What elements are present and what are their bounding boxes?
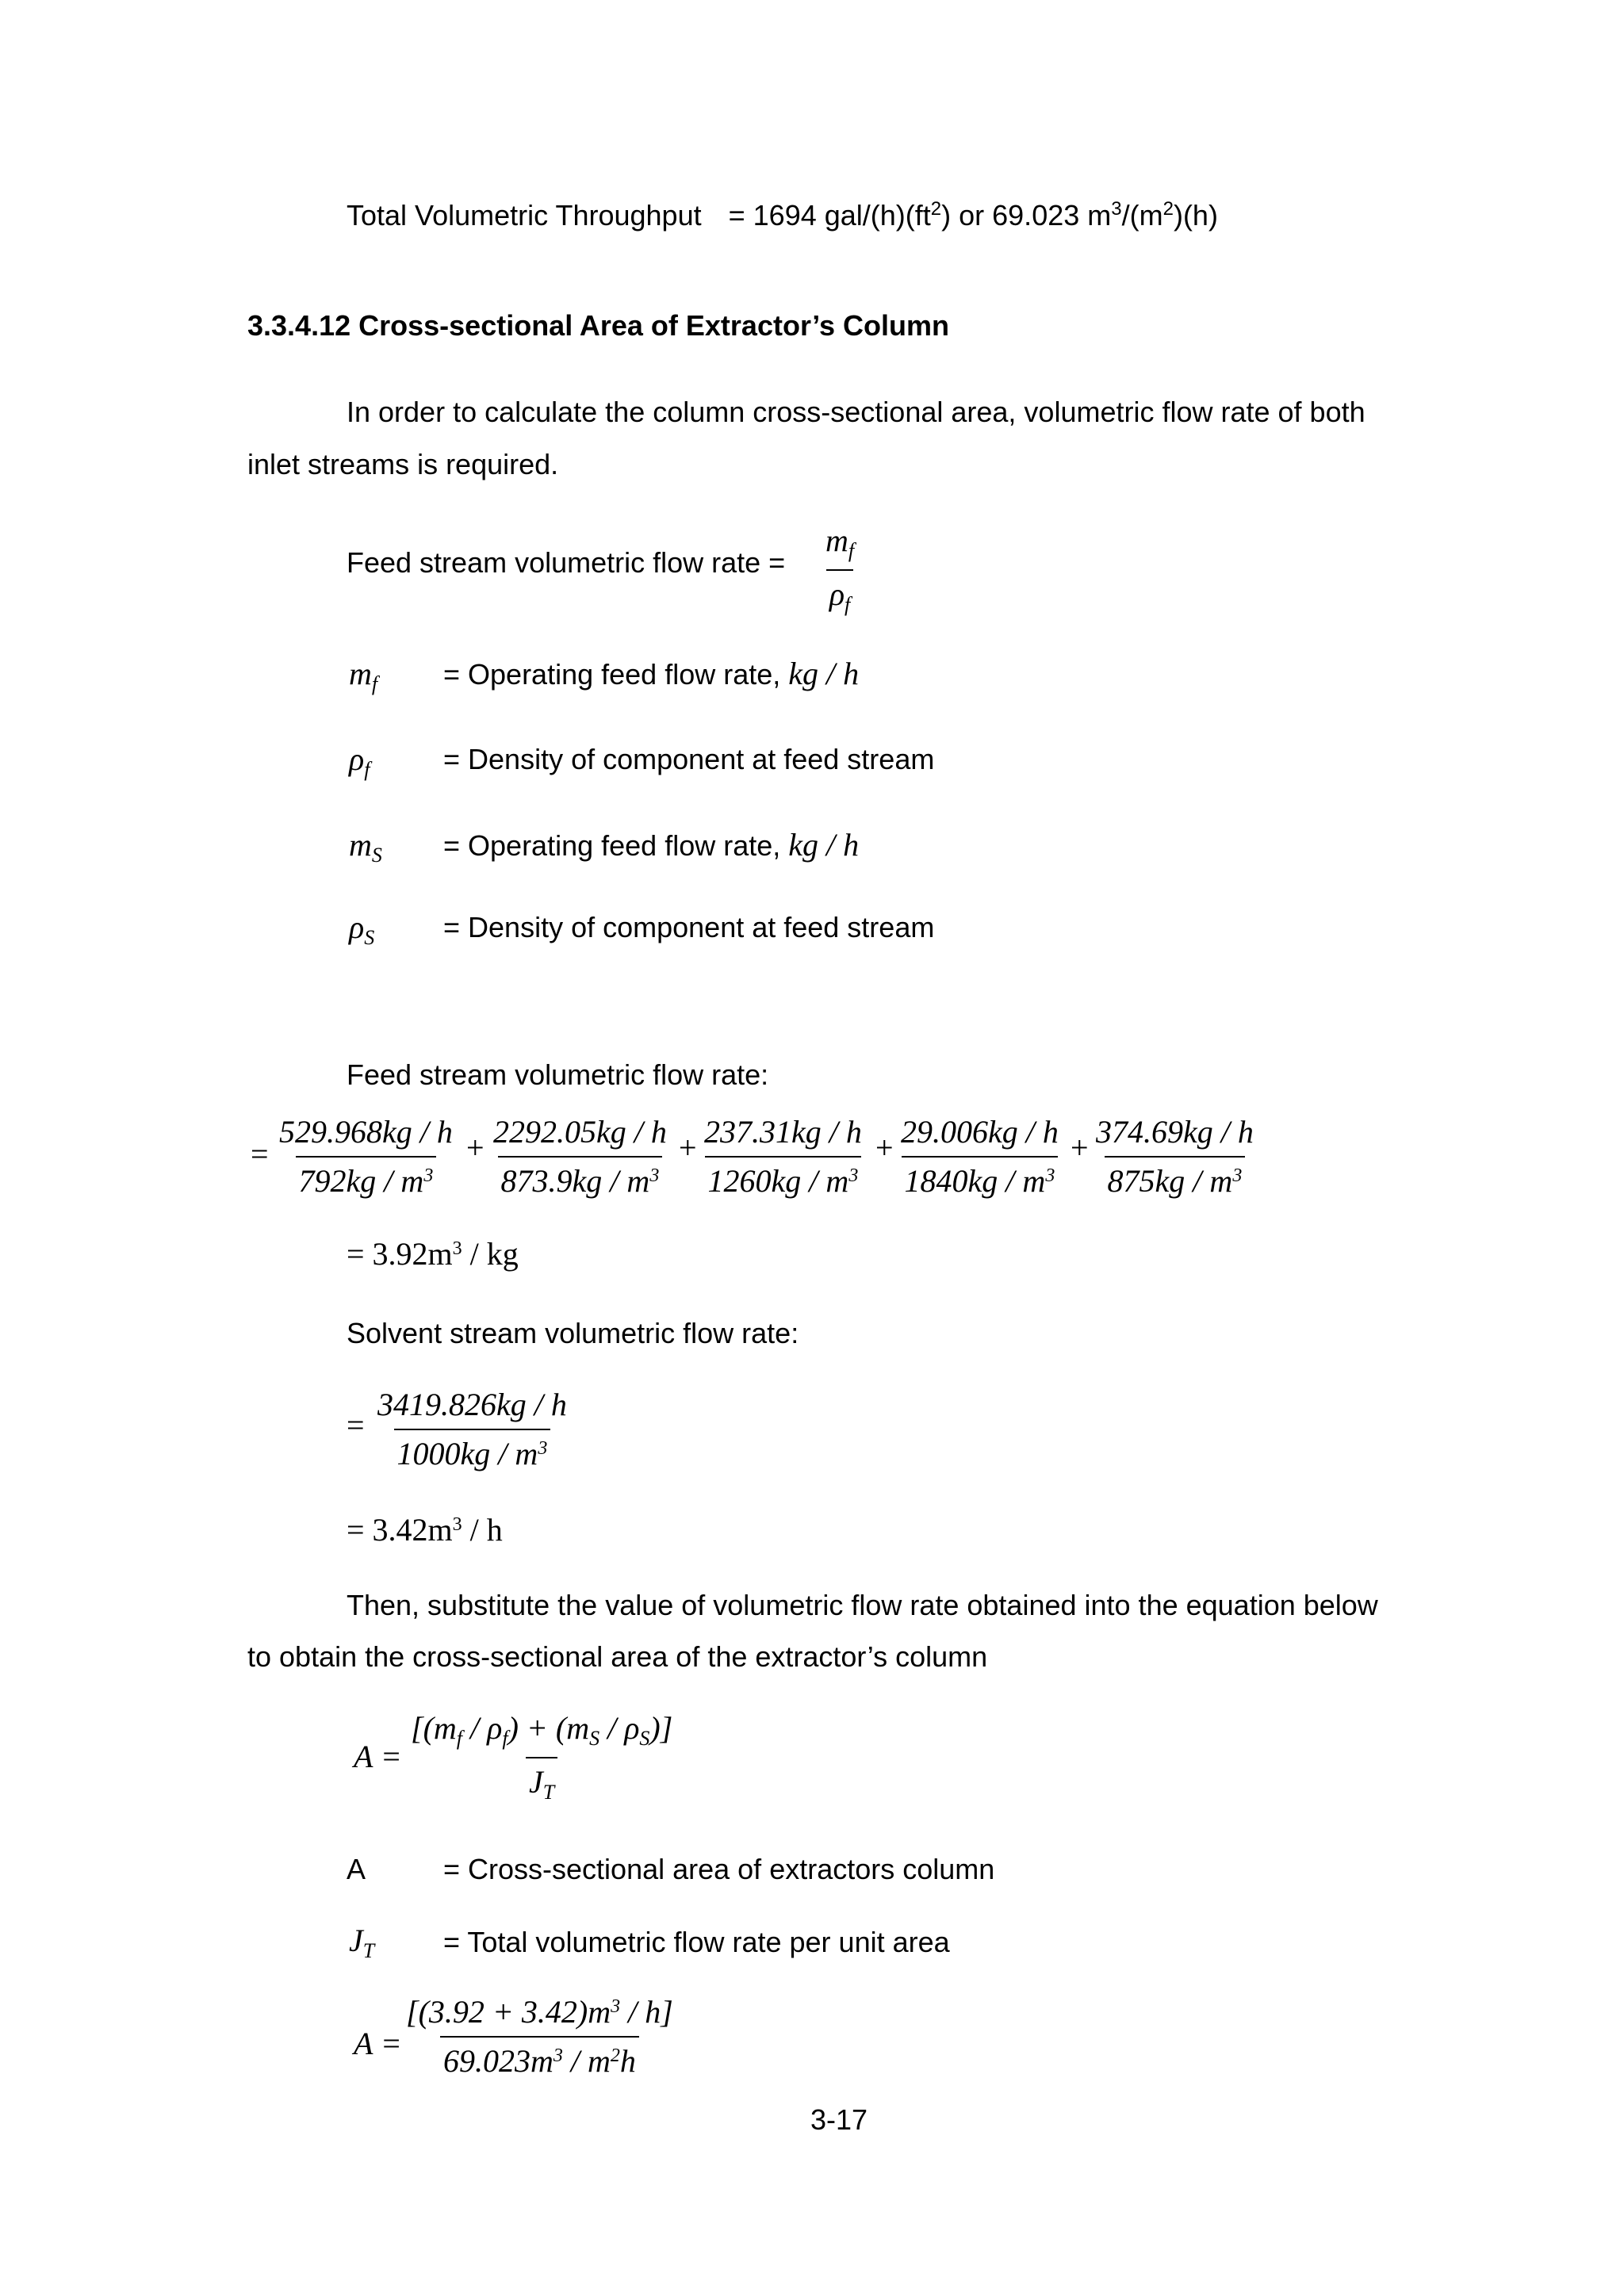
def-symbol-ms: $m_S$ (349, 827, 382, 867)
solvent-numerator: 3419.826kg / h (377, 1387, 567, 1422)
feed-eq-denominator: $\rho_f$ (826, 569, 853, 615)
area-def-symbol-jt: $J_T$ (349, 1923, 375, 1962)
intro-line-1: In order to calculate the column cross-sectional area, volumetric flow rate of both (347, 396, 1365, 428)
area-eq-numerator: $[(m_f / \rho_f) + (m_S / \rho_S)]$ (411, 1710, 673, 1750)
feed-term-1-num: 529.968kg / h (279, 1114, 453, 1150)
area-eq-lhs: A = (354, 1739, 402, 1774)
feed-term-1-den: $792kg / m^3$ (296, 1156, 437, 1197)
feed-term-5-den: $875kg / m^3$ (1105, 1156, 1246, 1197)
sup-3: 3 (1111, 198, 1122, 220)
plus-2: + (679, 1130, 697, 1165)
feed-term-2-num: 2292.05kg / h (493, 1114, 667, 1150)
def-text-mf: = Operating feed flow rate, kg / h (443, 656, 860, 691)
feed-term-5-num: 374.69kg / h (1096, 1114, 1254, 1150)
def-text-rhof: = Density of component at feed stream (443, 743, 935, 775)
feed-calc-equals: = (251, 1136, 269, 1172)
area-def-symbol-a: A (347, 1853, 366, 1885)
area-def-text-a: = Cross-sectional area of extractors column (443, 1853, 995, 1885)
def-symbol-rhos: $\rho_S$ (349, 909, 375, 949)
feed-term-3 (701, 1116, 865, 1197)
plus-4: + (1071, 1130, 1089, 1165)
sup-2b: 2 (1162, 198, 1174, 220)
feed-calc-label: Feed stream volumetric flow rate: (347, 1058, 769, 1091)
plus-3: + (875, 1130, 894, 1165)
area-calc-fraction (403, 1996, 676, 2077)
solvent-denominator: $1000kg / m^3$ (394, 1429, 551, 1470)
then-line-1: Then, substitute the value of volumetric flow rate obtained into the equation below (347, 1589, 1378, 1621)
throughput-mid2: /(m (1121, 199, 1163, 232)
def-symbol-rhof: $\rho_f$ (349, 741, 370, 781)
then-line-2: to obtain the cross-sectional area of the extractor’s column (247, 1640, 988, 1673)
feed-term-2 (490, 1116, 670, 1197)
intro-line-2: inlet streams is required. (247, 448, 559, 480)
solvent-fraction (374, 1389, 570, 1470)
feed-term-4-den: $1840kg / m^3$ (902, 1156, 1059, 1197)
feed-term-2-den: $873.9kg / m^3$ (498, 1156, 663, 1197)
page-number: 3-17 (810, 2103, 868, 2136)
sup-2: 2 (930, 198, 942, 220)
feed-term-3-den: $1260kg / m^3$ (705, 1156, 862, 1197)
area-calc-numerator: $[(3.92 + 3.42)m^3 / h]$ (406, 1994, 673, 2030)
feed-term-1 (276, 1116, 456, 1197)
def-text-rhos: = Density of component at feed stream (443, 911, 935, 943)
throughput-end: )(h) (1173, 199, 1218, 232)
feed-term-3-num: 237.31kg / h (704, 1114, 862, 1150)
area-calc-lhs: A = (354, 2026, 402, 2061)
area-eq-fraction (408, 1712, 676, 1803)
throughput-label: Total Volumetric Throughput (347, 199, 702, 232)
area-eq-denominator: $J_T$ (526, 1757, 557, 1803)
feed-term-4 (898, 1116, 1062, 1197)
throughput-value: = 1694 gal/(h)(ft (728, 199, 931, 232)
throughput-mid: ) or 69.023 m (941, 199, 1112, 232)
plus-1: + (466, 1130, 485, 1165)
solvent-calc-label: Solvent stream volumetric flow rate: (347, 1317, 799, 1349)
feed-eq-label: Feed stream volumetric flow rate = (347, 546, 786, 579)
feed-eq-fraction (822, 522, 857, 616)
feed-eq-numerator: $m_f$ (825, 522, 855, 562)
solvent-calc-result: = $3.42m^3$ / h (347, 1512, 503, 1548)
feed-term-5 (1093, 1116, 1257, 1197)
def-symbol-mf: $m_f$ (349, 656, 378, 695)
feed-term-4-num: 29.006kg / h (901, 1114, 1059, 1150)
area-calc-denominator: $69.023m^3 / m^2h$ (440, 2036, 639, 2077)
solvent-calc-equals: = (347, 1407, 365, 1443)
section-heading: 3.3.4.12 Cross-sectional Area of Extractor’s Column (247, 309, 949, 342)
throughput-line (347, 200, 1218, 230)
feed-calc-result: = $3.92m^3$ / kg (347, 1236, 519, 1272)
def-text-ms: = Operating feed flow rate, kg / h (443, 827, 860, 863)
area-def-text-jt: = Total volumetric flow rate per unit area (443, 1926, 950, 1958)
